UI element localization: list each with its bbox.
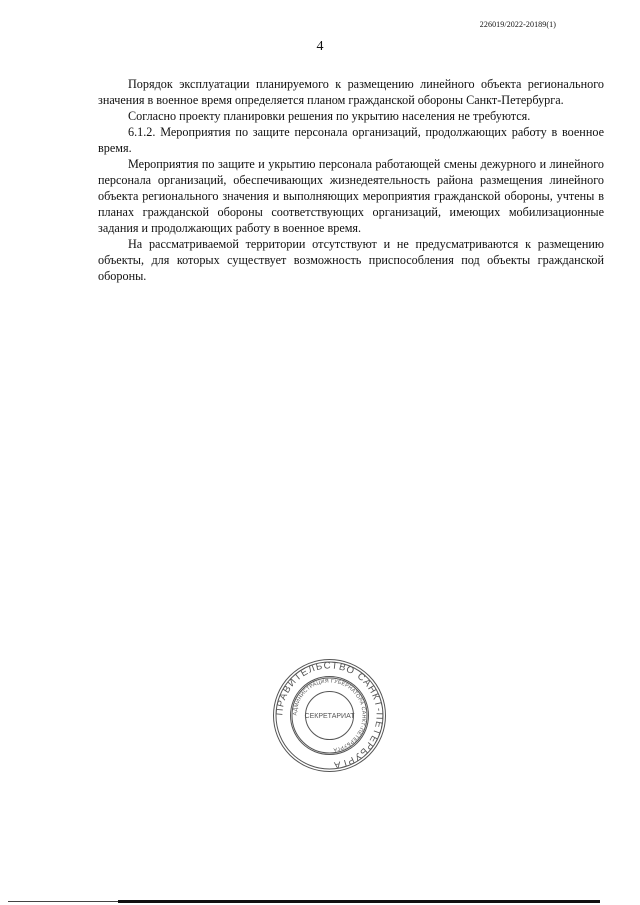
seal-outer-text: ПРАВИТЕЛЬСТВО САНКТ-ПЕТЕРБУРГА: [274, 660, 385, 771]
paragraph: 6.1.2. Мероприятия по защите персонала организаций, продолжающих работу в военное время.: [98, 125, 604, 155]
paragraph: На рассматриваемой территории отсутствуют и не предусматриваются к размещению объекты, для которых существует возможность приспособления под объекты гражданской обороны.: [98, 237, 604, 283]
paragraph: Порядок эксплуатации планируемого к размещению линейного объекта регионального значения в военное время определяется планом гражданской обороны Санкт-Петербурга.: [98, 77, 604, 107]
document-id: 226019/2022-20189(1): [479, 20, 556, 29]
seal-inner-text: АДМИНИСТРАЦИЯ ГУБЕРНАТОРА САНКТ-ПЕТЕРБУРГА: [292, 678, 367, 753]
seal-stamp: [272, 658, 387, 773]
bottom-rule-thin: [8, 901, 118, 902]
bottom-rule-thick: [118, 900, 600, 903]
document-body: [98, 76, 604, 284]
page-number: 4: [316, 39, 324, 54]
paragraph: Согласно проекту планировки решения по укрытию населения не требуются.: [128, 109, 531, 123]
official-seal: [272, 658, 387, 773]
paragraph: Мероприятия по защите и укрытию персонала работающей смены дежурного и линейного персонала организаций, обеспечивающих жизнедеятельность района размещения линейного объекта регионального значения и выполняющих мероприятия гражданской обороны, учтены в планах гражданской обороны соответствующих организаций, имеющих мобилизационные задания и продолжающих работу в военное время.: [98, 157, 604, 235]
seal-center-text: СЕКРЕТАРИАТ: [304, 713, 355, 720]
